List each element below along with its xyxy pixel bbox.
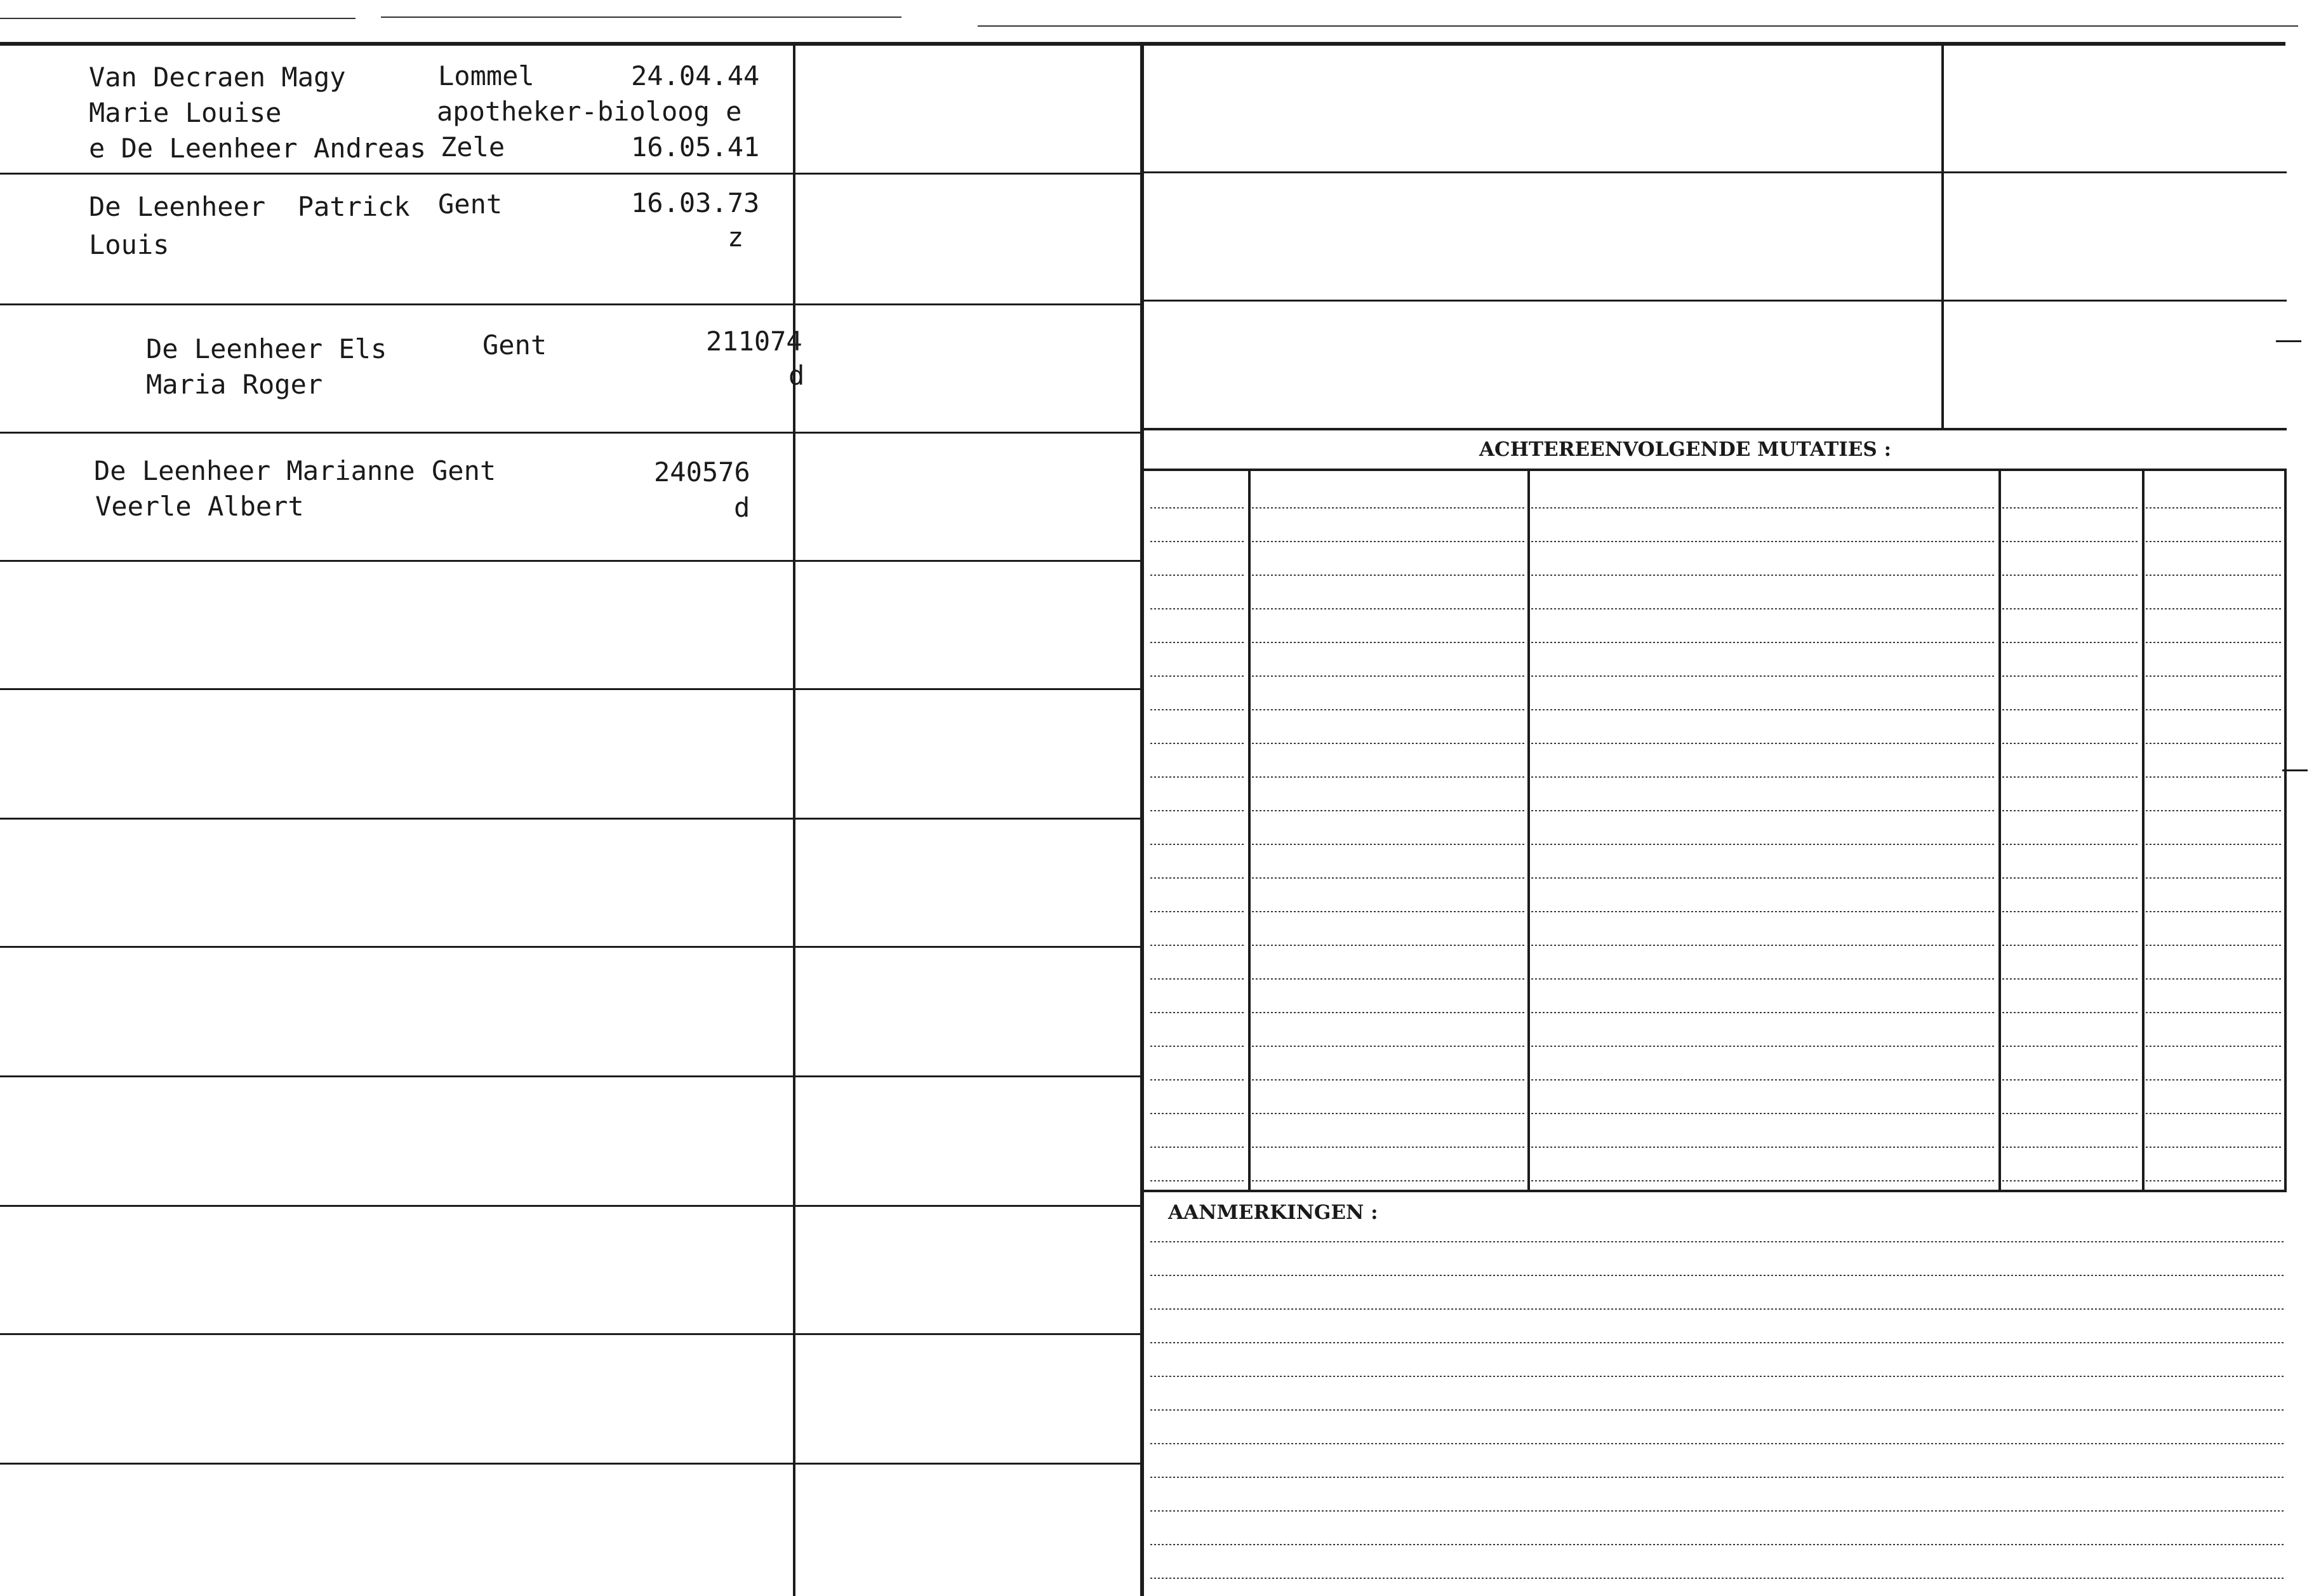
entry-mark: d (788, 360, 805, 391)
mutations-heading: ACHTEREENVOLGENDE MUTATIES : (1479, 438, 1892, 461)
entry-spouse-date: 16.05.41 (631, 131, 760, 163)
entry-name-line2: Maria Roger (146, 369, 323, 400)
entry-mark: z (728, 222, 744, 253)
entry-birthplace: Gent (438, 189, 503, 220)
entry-name-line1: De Leenheer Els (146, 333, 387, 364)
entry-name-line1: De Leenheer Marianne (94, 455, 415, 486)
entry-birthdate: 24.04.44 (631, 60, 760, 91)
entry-name-line1: Van Decraen Magy (89, 62, 346, 93)
entry-birthplace: Gent (432, 455, 496, 486)
entry-name-line2: Louis (89, 229, 170, 260)
entry-name-line1: De Leenheer Patrick (89, 191, 410, 222)
entry-occupation: apotheker-bioloog e (437, 96, 742, 127)
entry-birthplace: Gent (482, 329, 547, 361)
entry-birthdate: 211074 (706, 326, 802, 357)
entry-spouse-place: Zele (441, 131, 505, 163)
entry-name-line2: Marie Louise (89, 97, 282, 128)
entry-birthdate: 16.03.73 (631, 187, 760, 218)
entry-birthplace: Lommel (438, 60, 535, 91)
entry-mark: d (734, 492, 750, 523)
entry-name-line2: Veerle Albert (95, 491, 304, 522)
remarks-heading: AANMERKINGEN : (1168, 1201, 1378, 1224)
entry-spouse-line: e De Leenheer Andreas (89, 133, 427, 164)
entry-birthdate: 240576 (654, 456, 750, 488)
